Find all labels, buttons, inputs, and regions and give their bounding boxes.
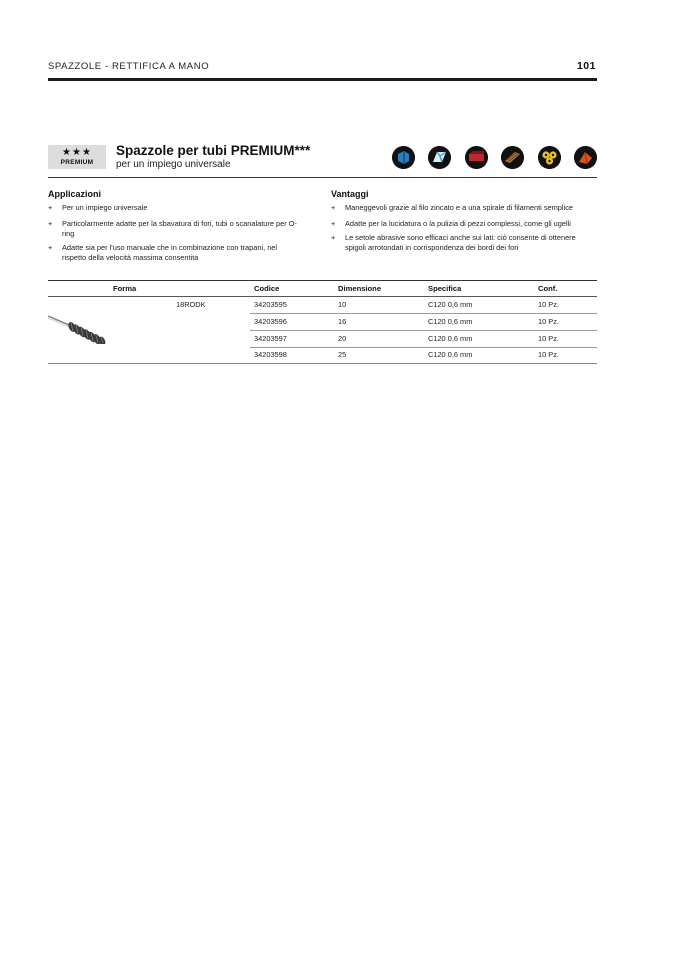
product-title: Spazzole per tubi PREMIUM*** xyxy=(116,143,311,158)
cast-iron-icon xyxy=(465,146,488,169)
list-item-text: Adatte per la lucidatura o la pulizia di pezzi complessi, come gli ugelli xyxy=(345,219,571,228)
tube-brush-image xyxy=(47,312,109,344)
row-divider xyxy=(250,313,597,314)
bullet-plus: + xyxy=(48,219,53,228)
cell-conf: 10 Pz. xyxy=(538,317,559,326)
bullet-plus: + xyxy=(331,233,336,242)
col-header-forma: Forma xyxy=(113,284,137,293)
col-header-codice: Codice xyxy=(254,284,280,293)
header-divider xyxy=(48,78,597,81)
cell-codice: 34203596 xyxy=(254,317,287,326)
bullet-plus: + xyxy=(331,219,336,228)
list-item-text: Maneggevoli grazie al filo zincato e a una spirale di filamenti semplice xyxy=(345,203,573,212)
cell-conf: 10 Pz. xyxy=(538,350,559,359)
col-header-conf: Conf. xyxy=(538,284,558,293)
list-item xyxy=(331,233,597,253)
section-title: SPAZZOLE - RETTIFICA A MANO xyxy=(48,61,210,72)
wood-icon xyxy=(501,146,524,169)
cell-dimensione: 25 xyxy=(338,350,347,359)
cell-conf: 10 Pz. xyxy=(538,334,559,343)
list-item xyxy=(48,219,328,239)
badge-stars: ★★★ xyxy=(62,147,92,158)
row-divider xyxy=(250,347,597,348)
non-ferrous-metal-icon xyxy=(574,146,597,169)
cell-specifica: C120 0,6 mm xyxy=(428,317,473,326)
applicazioni-heading: Applicazioni xyxy=(48,189,102,199)
section-divider xyxy=(48,177,597,178)
bullet-plus: + xyxy=(331,203,336,212)
table-bottom-rule xyxy=(48,363,597,364)
table-header-rule xyxy=(48,296,597,297)
cell-conf: 10 Pz. xyxy=(538,300,559,309)
list-item-text: Particolarmente adatte per la sbavatura di fori, tubi o scanalature per O- xyxy=(62,219,297,228)
list-item xyxy=(48,243,328,263)
col-header-specifica: Specifica xyxy=(428,284,462,293)
product-subtitle: per un impiego universale xyxy=(116,159,231,170)
cell-dimensione: 16 xyxy=(338,317,347,326)
list-item-text: Adatte sia per l'uso manuale che in combinazione con trapani, nel xyxy=(62,243,278,252)
list-item-text: spigoli arrotondati in corrispondenza dei bordi dei fori xyxy=(345,243,519,252)
cell-dimensione: 20 xyxy=(338,334,347,343)
cell-codice: 34203597 xyxy=(254,334,287,343)
list-item xyxy=(48,203,328,213)
steel-icon xyxy=(392,146,415,169)
badge-label: PREMIUM xyxy=(60,159,94,166)
form-label: 18RODK xyxy=(176,300,206,309)
cell-codice: 34203595 xyxy=(254,300,287,309)
cell-dimensione: 10 xyxy=(338,300,347,309)
col-header-dimensione: Dimensione xyxy=(338,284,382,293)
premium-badge xyxy=(48,145,106,169)
vantaggi-heading: Vantaggi xyxy=(331,189,369,199)
stainless-steel-icon xyxy=(428,146,451,169)
list-item xyxy=(331,203,597,213)
bullet-plus: + xyxy=(48,203,53,212)
material-icons xyxy=(392,146,598,170)
list-item-text: rispetto della velocità massima consentita xyxy=(62,253,199,262)
cell-specifica: C120 0,6 mm xyxy=(428,334,473,343)
list-item-text: ring xyxy=(62,229,75,238)
cell-codice: 34203598 xyxy=(254,350,287,359)
row-divider xyxy=(250,330,597,331)
cell-specifica: C120 0,6 mm xyxy=(428,300,473,309)
list-item-text: Le setole abrasive sono efficaci anche sui lati: ciò consente di ottenere xyxy=(345,233,576,242)
plastic-icon xyxy=(538,146,561,169)
cell-specifica: C120 0,6 mm xyxy=(428,350,473,359)
table-top-rule xyxy=(48,280,597,281)
list-item xyxy=(331,219,597,229)
list-item-text: Per un impiego universale xyxy=(62,203,148,212)
bullet-plus: + xyxy=(48,243,53,252)
page-number: 101 xyxy=(576,60,596,72)
